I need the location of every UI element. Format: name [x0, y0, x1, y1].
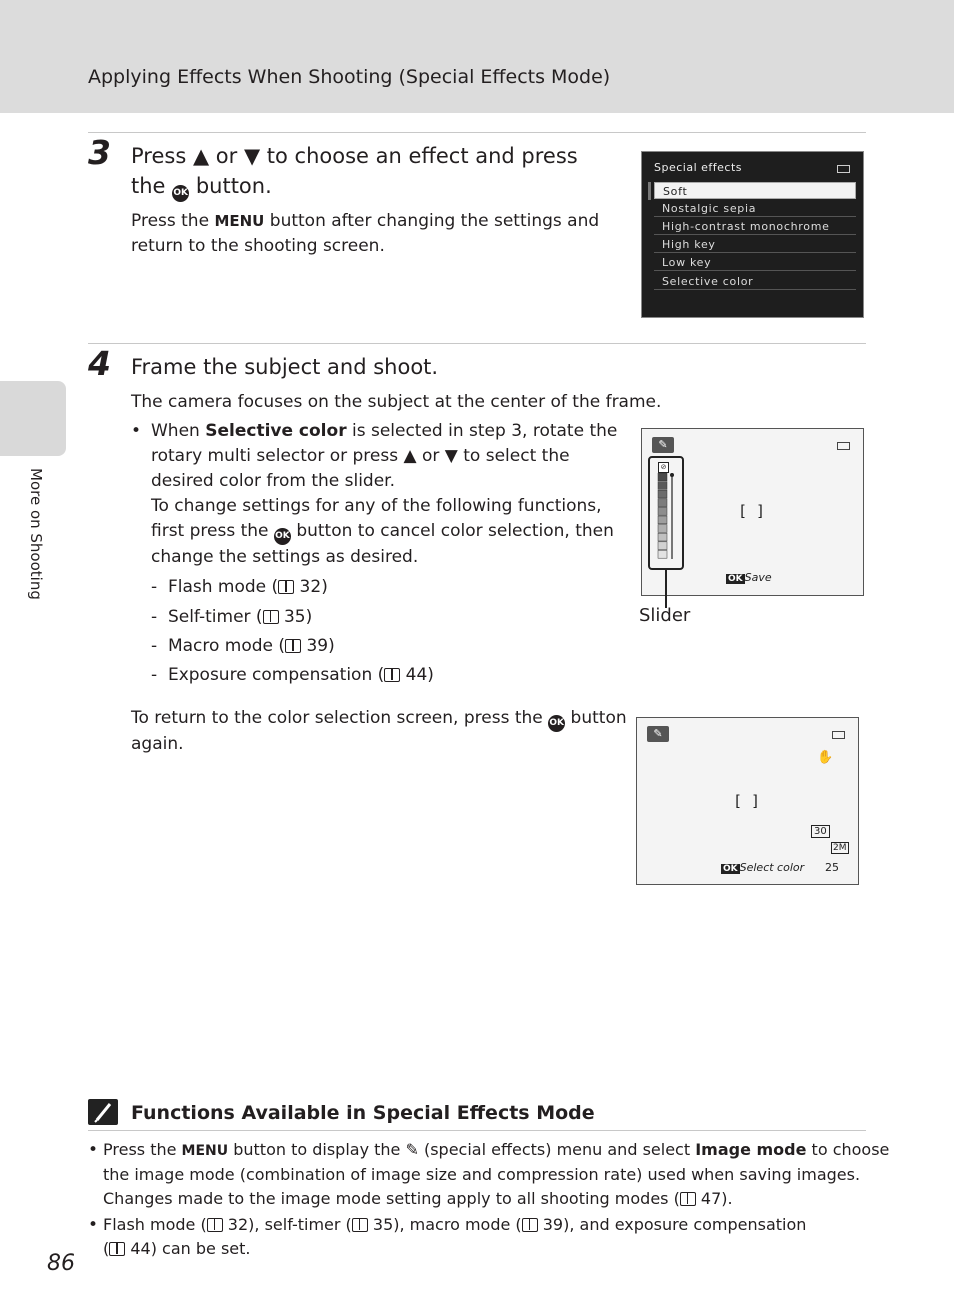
book-reference-icon [207, 1218, 223, 1232]
note-text: Flash mode ( [103, 1215, 207, 1234]
step4-return-instruction [131, 706, 627, 757]
up-arrow-icon: ▲ [403, 446, 417, 466]
step3-title-line2: the [131, 174, 173, 198]
bullet-text: When [151, 421, 206, 441]
ok-icon: OK [728, 574, 743, 584]
dash-mark: - [151, 665, 158, 685]
function-page-ref: 32) [294, 577, 328, 597]
vibration-reduction-icon: ✋ [817, 750, 834, 765]
bullet-text: change the settings as desired. [151, 547, 419, 567]
slider-handle[interactable] [670, 473, 674, 477]
return-text: button [565, 708, 627, 728]
step4-bullet-mark: • [131, 421, 142, 441]
bullet-text: To change settings for any of the following functions, [151, 496, 602, 516]
pencil-icon [88, 1099, 118, 1125]
book-reference-icon [680, 1192, 696, 1206]
exposures-remaining: 25 [825, 861, 839, 874]
ok-save-hint [726, 571, 772, 584]
ok-button-icon: OK [274, 528, 291, 545]
slider-color-cell[interactable] [658, 507, 667, 515]
function-page-ref: 35) [278, 607, 313, 627]
function-item-self-timer [151, 605, 312, 630]
note-bullet-2-mark: • [88, 1215, 99, 1235]
color-slider[interactable] [656, 473, 678, 565]
chapter-tab [0, 381, 66, 456]
note-text: Changes made to the image mode setting apply to all shooting modes ( [103, 1189, 680, 1208]
book-reference-icon [384, 668, 400, 682]
step3-desc-line2: return to the shooting screen. [131, 236, 385, 256]
note-title: Functions Available in Special Effects Mode [131, 1102, 595, 1124]
note-text: 47). [695, 1189, 733, 1208]
slider-cells [658, 473, 667, 558]
up-arrow-icon: ▲ [192, 144, 210, 168]
note-text: 32), self-timer ( [222, 1215, 352, 1234]
menu-button-icon: MENU [181, 1143, 229, 1159]
function-label: Self-timer ( [167, 607, 263, 627]
image-mode-indicator: 2M [833, 843, 847, 853]
down-arrow-icon: ▼ [444, 446, 458, 466]
step4-bullet-text [151, 419, 621, 570]
battery-icon [832, 731, 845, 739]
battery-icon [837, 442, 850, 450]
note-bold-term: Image mode [695, 1140, 807, 1159]
note-text: to choose [806, 1140, 890, 1159]
special-effects-icon: ✎ [405, 1140, 419, 1159]
bullet-text: is selected in step 3, rotate the [346, 421, 618, 441]
slider-color-cell[interactable] [658, 550, 667, 558]
slider-color-cell[interactable] [658, 473, 667, 481]
book-reference-icon [109, 1242, 125, 1256]
slider-color-cell[interactable] [658, 525, 667, 533]
ok-button-icon: OK [548, 715, 565, 732]
dash-mark: - [151, 607, 158, 627]
step3-number: 3 [88, 133, 111, 172]
shooting-screen [636, 717, 859, 885]
menu-item-high-contrast-monochrome[interactable]: High-contrast monochrome [654, 218, 856, 235]
slider-leader-line [665, 568, 667, 608]
menu-title: Special effects [654, 161, 743, 174]
special-effects-menu-screen [641, 151, 864, 318]
menu-item-nostalgic-sepia[interactable]: Nostalgic sepia [654, 200, 856, 217]
battery-icon [837, 165, 850, 173]
note-text: 39), and exposure compensation [537, 1215, 807, 1234]
menu-button-icon: MENU [214, 212, 265, 230]
bullet-text: button to cancel color selection, then [290, 521, 614, 541]
page-header-title: Applying Effects When Shooting (Special Effects Mode) [88, 66, 611, 88]
note-text: 35), macro mode ( [367, 1215, 522, 1234]
page-number: 86 [47, 1251, 75, 1276]
note-text: (special effects) menu and select [418, 1140, 696, 1159]
menu-item-selective-color[interactable]: Selective color [654, 273, 856, 290]
menu-item-low-key[interactable]: Low key [654, 254, 856, 271]
dash-mark: - [151, 577, 158, 597]
page-header-band [0, 0, 954, 113]
slider-color-cell[interactable] [658, 490, 667, 498]
special-effects-mode-icon: ✎ [647, 726, 669, 742]
select-color-label: Select color [739, 861, 805, 874]
step3-title-or: or [209, 144, 244, 168]
menu-item-high-key[interactable]: High key [654, 236, 856, 253]
focus-area-brackets: [ ] [738, 502, 766, 520]
note-bullet-1 [103, 1138, 889, 1211]
step3-description [131, 209, 611, 259]
note-pencil-icon [88, 1099, 118, 1125]
step3-title-line2-end: button. [189, 174, 272, 198]
bullet-bold-term: Selective color [205, 421, 347, 441]
focus-area-brackets: [ ] [733, 792, 761, 810]
bullet-text: desired color from the slider. [151, 471, 396, 491]
book-reference-icon [285, 639, 301, 653]
bullet-text: rotary multi selector or press [151, 446, 404, 466]
chapter-tab-label: More on Shooting [27, 468, 45, 600]
function-item-macro-mode [151, 634, 335, 659]
ok-button-icon: OK [172, 185, 189, 202]
step4-divider [88, 343, 866, 344]
function-label: Macro mode ( [167, 636, 286, 656]
book-reference-icon [278, 580, 294, 594]
step4-title: Frame the subject and shoot. [131, 355, 439, 379]
slider-top-icon: ⊘ [658, 462, 669, 473]
slider-color-cell[interactable] [658, 516, 667, 524]
return-text: To return to the color selection screen, press the [131, 708, 549, 728]
down-arrow-icon: ▼ [243, 144, 261, 168]
note-text: ( [103, 1239, 110, 1258]
dash-mark: - [151, 636, 158, 656]
function-label: Flash mode ( [167, 577, 279, 597]
function-item-exposure-compensation [151, 663, 434, 688]
function-page-ref: 39) [301, 636, 335, 656]
function-item-flash-mode [151, 575, 328, 600]
note-divider [88, 1130, 866, 1131]
bullet-text: to select the [457, 446, 570, 466]
note-text: Press the [103, 1140, 182, 1159]
note-bullet-2 [103, 1213, 806, 1261]
function-page-ref: 44) [400, 665, 434, 685]
book-reference-icon [352, 1218, 368, 1232]
bullet-text: or [416, 446, 445, 466]
slider-color-cell[interactable] [658, 499, 667, 507]
step3-desc-text: Press the [131, 211, 215, 231]
bullet-text: first press the [151, 521, 274, 541]
book-reference-icon [263, 610, 279, 624]
function-label: Exposure compensation ( [167, 665, 385, 685]
book-reference-icon [522, 1218, 538, 1232]
step4-number: 4 [88, 344, 111, 383]
image-size-indicator: 30 [811, 825, 830, 838]
menu-scroll-indicator [648, 182, 651, 200]
note-text: button to display the [228, 1140, 406, 1159]
step3-divider [88, 132, 866, 133]
ok-icon: OK [723, 864, 738, 874]
step3-title-text: Press [131, 144, 193, 168]
return-text-line2: again. [131, 734, 184, 754]
step3-title-text2: to choose an effect and press [260, 144, 578, 168]
save-label: Save [744, 571, 772, 584]
slider-color-cell[interactable] [658, 542, 667, 550]
step3-desc-text2: button after changing the settings and [264, 211, 600, 231]
slider-color-cell[interactable] [658, 533, 667, 541]
step3-title [131, 141, 611, 202]
note-text: 44) can be set. [125, 1239, 251, 1258]
special-effects-mode-icon: ✎ [652, 437, 674, 453]
step4-intro: The camera focuses on the subject at the center of the frame. [131, 392, 662, 412]
slider-caption: Slider [639, 605, 691, 626]
ok-select-color-hint [721, 861, 804, 874]
note-text: the image mode (combination of image size and compression rate) used when saving images. [103, 1165, 861, 1184]
note-bullet-1-mark: • [88, 1140, 99, 1160]
menu-item-soft[interactable]: Soft [654, 182, 856, 199]
slider-color-cell[interactable] [658, 482, 667, 490]
